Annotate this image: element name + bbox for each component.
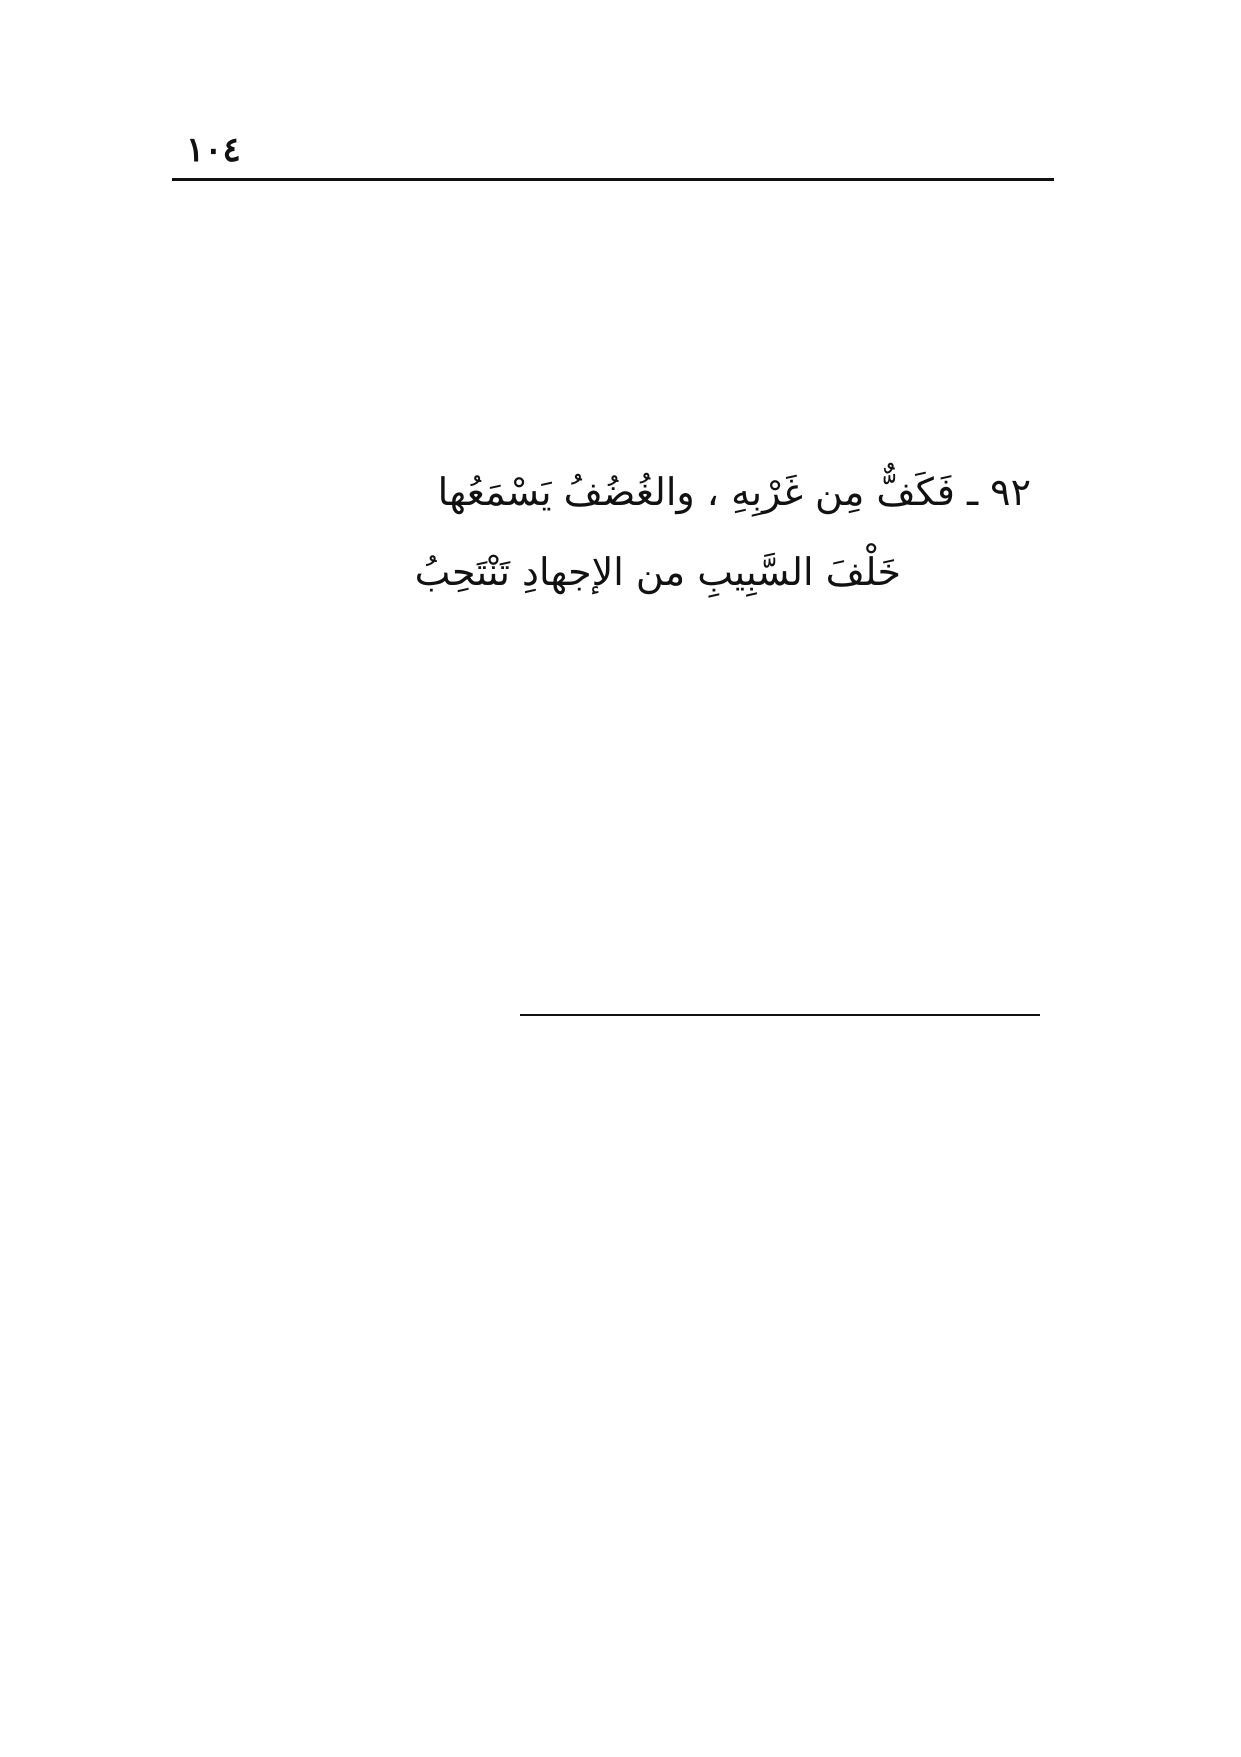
verse-first-line: ٩٢ ـ فَكَفٌّ مِن غَرْبِهِ ، والغُضُفُ يَسْمَعُها	[437, 470, 1031, 514]
verse-second-line: خَلْفَ السَّبِيبِ من الإجهادِ تَنْتَحِبُ	[414, 550, 901, 594]
footnote-rule	[520, 1014, 1040, 1016]
header-rule	[172, 178, 1054, 181]
verse-first-line-text: فَكَفٌّ مِن غَرْبِهِ ، والغُضُفُ يَسْمَعُها	[437, 470, 955, 514]
page-number: ١٠٤	[186, 130, 241, 170]
verse-number: ٩٢	[990, 470, 1031, 514]
